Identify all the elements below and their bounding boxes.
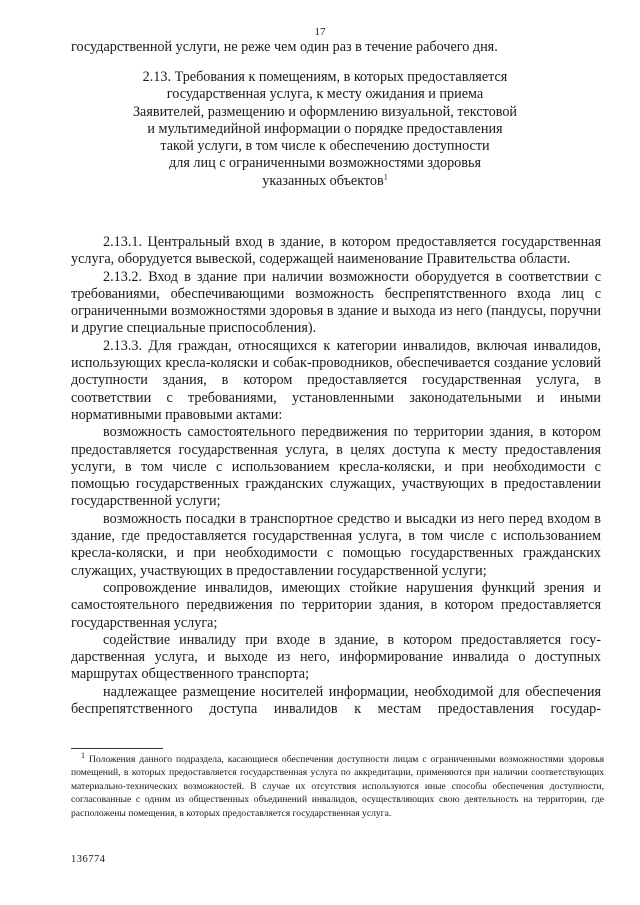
body-text	[71, 234, 601, 718]
document-code: 136774	[71, 854, 106, 865]
heading-line: такой услуги, в том числе к обеспечению доступности	[160, 138, 490, 155]
heading-line: для лиц с ограниченными возможностями здоровья	[169, 155, 481, 172]
section-heading	[110, 69, 540, 190]
footnote-divider	[71, 748, 163, 749]
paragraph: 2.13.2. Вход в здание при наличии возможности оборудуется в соответствии с требованиями, обеспечивающими возможность беспрепятственного входа лиц с ограниченными возможностями здоровья в здание и выхода из него (пандусы, поручни и другие специальные приспособления).	[71, 268, 601, 337]
page-number: 17	[314, 26, 326, 38]
heading-line: указанных объектов	[262, 172, 384, 189]
heading-line: 2.13. Требования к помещениям, в которых предоставляется	[142, 69, 508, 85]
heading-line: Заявителей, размещению и оформлению визуальной, текстовой	[132, 103, 518, 120]
heading-line: государственная услуга, к месту ожидания и приема	[166, 86, 484, 103]
footnote-reference[interactable]: 1	[383, 172, 388, 182]
footnote-marker: 1	[81, 750, 85, 760]
footnote-text: Положения данного подраздела, касающиеся обеспечения доступности лицам с ограниченными возможностями здоровья помещений, в которых предоставляется государственная услуга по аккредитации, применяются при наличии соответствующих материально-технических возможностей. В случае их отсутствия используются иные способы обеспечения доступности, согласованные с одним из общественных объединений инвалидов, осуществляющих свою деятельность на территории, где расположены помещения, в которых предоставляется государственная услуга.	[71, 754, 604, 819]
heading-last-line	[110, 173, 540, 190]
paragraph: надлежащее размещение носителей информации, необходимой для обеспечения беспрепятственного доступа инвалидов к местам предоставления государ-	[71, 683, 601, 718]
footnote	[71, 750, 604, 820]
heading-line: и мультимедийной информации о порядке предоставления	[147, 120, 503, 137]
paragraph: возможность самостоятельного передвижения по территории здания, в котором предоставляется государственная услуга, в целях доступа к месту предоставления услуги, в том числе с использованием кресла-коляски, и при необходимости с помощью государственных гражданских служащих, участвующих в предоставлении государственной услуги;	[71, 424, 601, 510]
paragraph: сопровождение инвалидов, имеющих стойкие нарушения функций зрения и самостоятельного передвижения по территории здания, в котором предоставляется государственная услуга;	[71, 579, 601, 631]
paragraph: содействие инвалиду при входе в здание, в котором предоставляется государственная услуга, и выходе из него, информирование инвалида о доступных маршрутах общественного транспорта;	[71, 631, 601, 683]
paragraph: 2.13.1. Центральный вход в здание, в котором предоставляется государственная услуга, оборудуется вывеской, содержащей наименование Правительства области.	[71, 234, 601, 268]
continuation-text: государственной услуги, не реже чем один раз в течение рабочего дня.	[71, 39, 498, 55]
paragraph: 2.13.3. Для граждан, относящихся к категории инвалидов, включая инвалидов, использующих кресла-коляски и собак-проводников, обеспечивается создание условий доступности здания, в котором предоставляется государственная услуга, в соответствии с требованиями, установленными законодательными и иными нормативными правовыми актами:	[71, 337, 601, 423]
paragraph: возможность посадки в транспортное средство и высадки из него перед входом в здание, где предоставляется государственная услуга, в том числе с использованием кресла-коляски, и при необходимости с помощью государственных гражданских служащих, участвующих в предоставлении государственной услуги;	[71, 510, 601, 579]
